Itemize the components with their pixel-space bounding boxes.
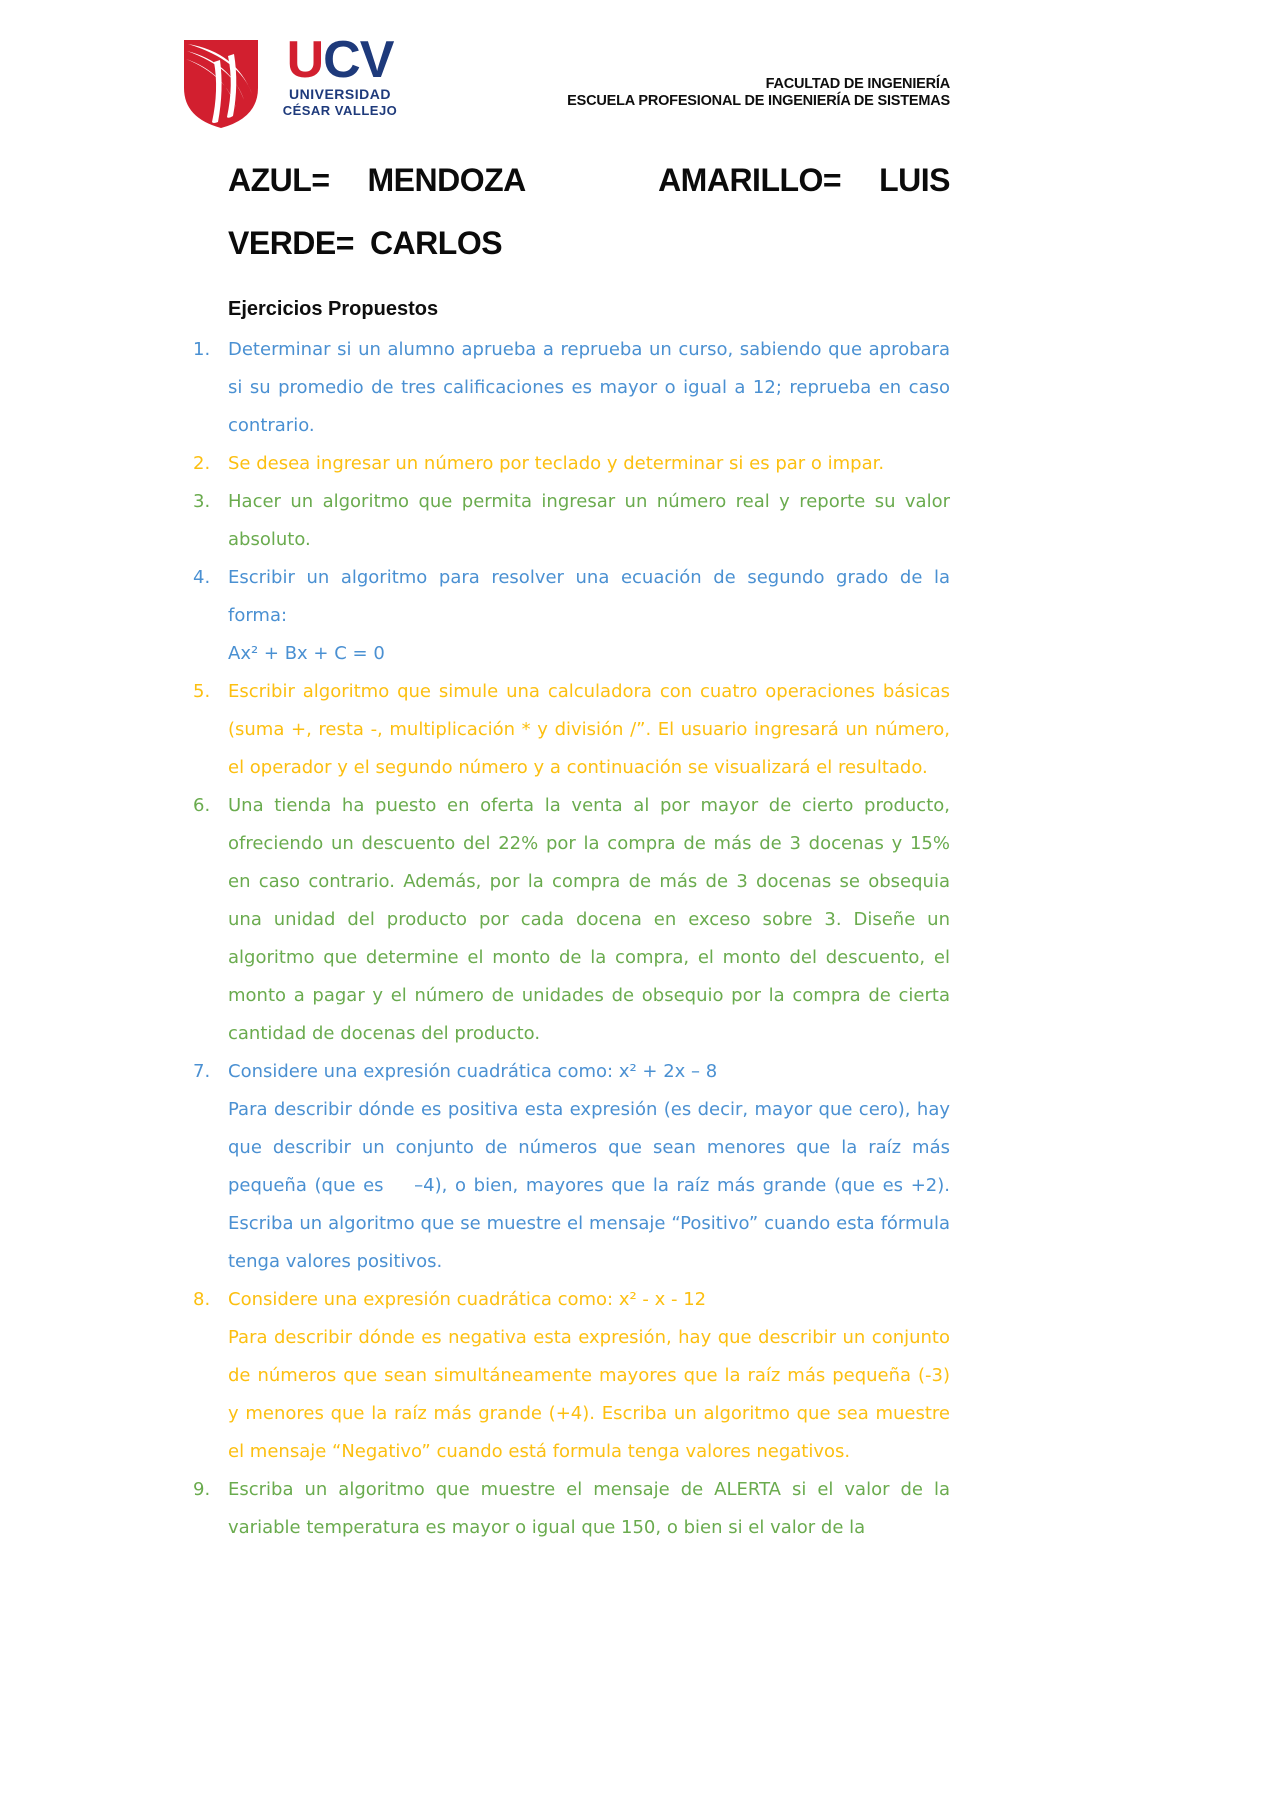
exercise-text: [228, 559, 950, 673]
ucv-letter-u: U: [286, 31, 324, 89]
exercise-paragraph: Considere una expresión cuadrática como: x² + 2x – 8: [228, 1061, 718, 1082]
exercise-number: 1.: [193, 339, 211, 360]
exercise-list: [193, 331, 950, 1547]
exercise-number: 8.: [193, 1289, 211, 1310]
title-amarillo-label: AMARILLO=: [658, 162, 842, 198]
exercise-text: [228, 483, 950, 559]
section-heading: Ejercicios Propuestos: [228, 298, 439, 320]
title-amarillo-value: LUIS: [879, 162, 950, 198]
exercise-paragraph: Ax² + Bx + C = 0: [228, 643, 385, 664]
exercise-text: [228, 1053, 950, 1281]
exercise-text: [228, 445, 950, 483]
exercise-paragraph: Se desea ingresar un número por teclado y determinar si es par o impar.: [228, 453, 885, 474]
exercise-item: [193, 483, 950, 559]
exercise-paragraph: Considere una expresión cuadrática como: x² - x - 12: [228, 1289, 707, 1310]
faculty-line2: ESCUELA PROFESIONAL DE INGENIERÍA DE SISTEMAS: [567, 93, 950, 109]
logo-cesar-vallejo-label: CÉSAR VALLEJO: [282, 103, 398, 118]
title-line-2: [228, 225, 950, 262]
exercise-number: 6.: [193, 795, 211, 816]
exercise-number: 9.: [193, 1479, 211, 1500]
title-line-1: [228, 162, 950, 199]
exercise-paragraph: Hacer un algoritmo que permita ingresar un número real y reporte su valor absoluto.: [228, 491, 950, 550]
exercise-item: [193, 331, 950, 445]
ucv-logo: [180, 31, 398, 130]
exercise-paragraph: Escriba un algoritmo que muestre el mensaje de ALERTA si el valor de la variable temperatura es mayor o igual que 150, o bien si el valor de la: [228, 1479, 950, 1538]
exercise-item: [193, 559, 950, 673]
title-verde-value: CARLOS: [369, 225, 503, 261]
exercise-text: [228, 787, 950, 1053]
exercise-number: 3.: [193, 491, 211, 512]
ucv-shield-icon: [180, 36, 262, 130]
faculty-line1: FACULTAD DE INGENIERÍA: [765, 76, 950, 92]
ucv-letters-cv: CV: [323, 31, 394, 89]
exercise-paragraph: Para describir dónde es positiva esta expresión (es decir, mayor que cero), hay que describir un conjunto de números que sean menores que la raíz más pequeña (que es –4), o bien, mayores que la raíz más grande (que es +2). Escriba un algoritmo que se muestre el mensaje “Positivo” cuando esta fórmula tenga valores positivos.: [228, 1099, 950, 1272]
faculty-header: [567, 76, 950, 110]
document-title: [228, 162, 950, 262]
exercise-item: [193, 1471, 950, 1547]
exercise-number: 5.: [193, 681, 211, 702]
exercise-item: [193, 445, 950, 483]
exercise-number: 2.: [193, 453, 211, 474]
exercise-item: [193, 1053, 950, 1281]
exercise-number: 4.: [193, 567, 211, 588]
exercise-text: [228, 1471, 950, 1547]
exercise-item: [193, 673, 950, 787]
title-azul-label: AZUL=: [228, 162, 330, 198]
title-azul-value: MENDOZA: [367, 162, 526, 198]
exercise-number: 7.: [193, 1061, 211, 1082]
ucv-logo-text: [282, 31, 398, 130]
exercise-paragraph: Para describir dónde es negativa esta expresión, hay que describir un conjunto de números que sean simultáneamente mayores que la raíz más pequeña (-3) y menores que la raíz más grande (+4). Escriba un algoritmo que sea muestre el mensaje “Negativo” cuando está formula tenga valores negativos.: [228, 1327, 950, 1462]
logo-universidad-label: UNIVERSIDAD: [289, 86, 391, 102]
exercise-text: [228, 673, 950, 787]
ucv-acronym: [286, 31, 394, 89]
exercise-text: [228, 1281, 950, 1471]
exercise-item: [193, 787, 950, 1053]
exercise-text: [228, 331, 950, 445]
exercise-paragraph: Determinar si un alumno aprueba a reprueba un curso, sabiendo que aprobara si su promedio de tres calificaciones es mayor o igual a 12; reprueba en caso contrario.: [228, 339, 950, 436]
exercise-item: [193, 1281, 950, 1471]
exercise-paragraph: Una tienda ha puesto en oferta la venta al por mayor de cierto producto, ofreciendo un descuento del 22% por la compra de más de 3 docenas y 15% en caso contrario. Además, por la compra de más de 3 docenas se obsequia una unidad del producto por cada docena en exceso sobre 3. Diseñe un algoritmo que determine el monto de la compra, el monto del descuento, el monto a pagar y el número de unidades de obsequio por la compra de cierta cantidad de docenas del producto.: [228, 795, 950, 1044]
exercise-paragraph: Escribir un algoritmo para resolver una ecuación de segundo grado de la forma:: [228, 567, 950, 626]
title-verde-label: VERDE=: [228, 225, 354, 261]
exercise-paragraph: Escribir algoritmo que simule una calculadora con cuatro operaciones básicas (suma +, resta -, multiplicación * y división /”. El usuario ingresará un número, el operador y el segundo número y a continuación se visualizará el resultado.: [228, 681, 950, 778]
